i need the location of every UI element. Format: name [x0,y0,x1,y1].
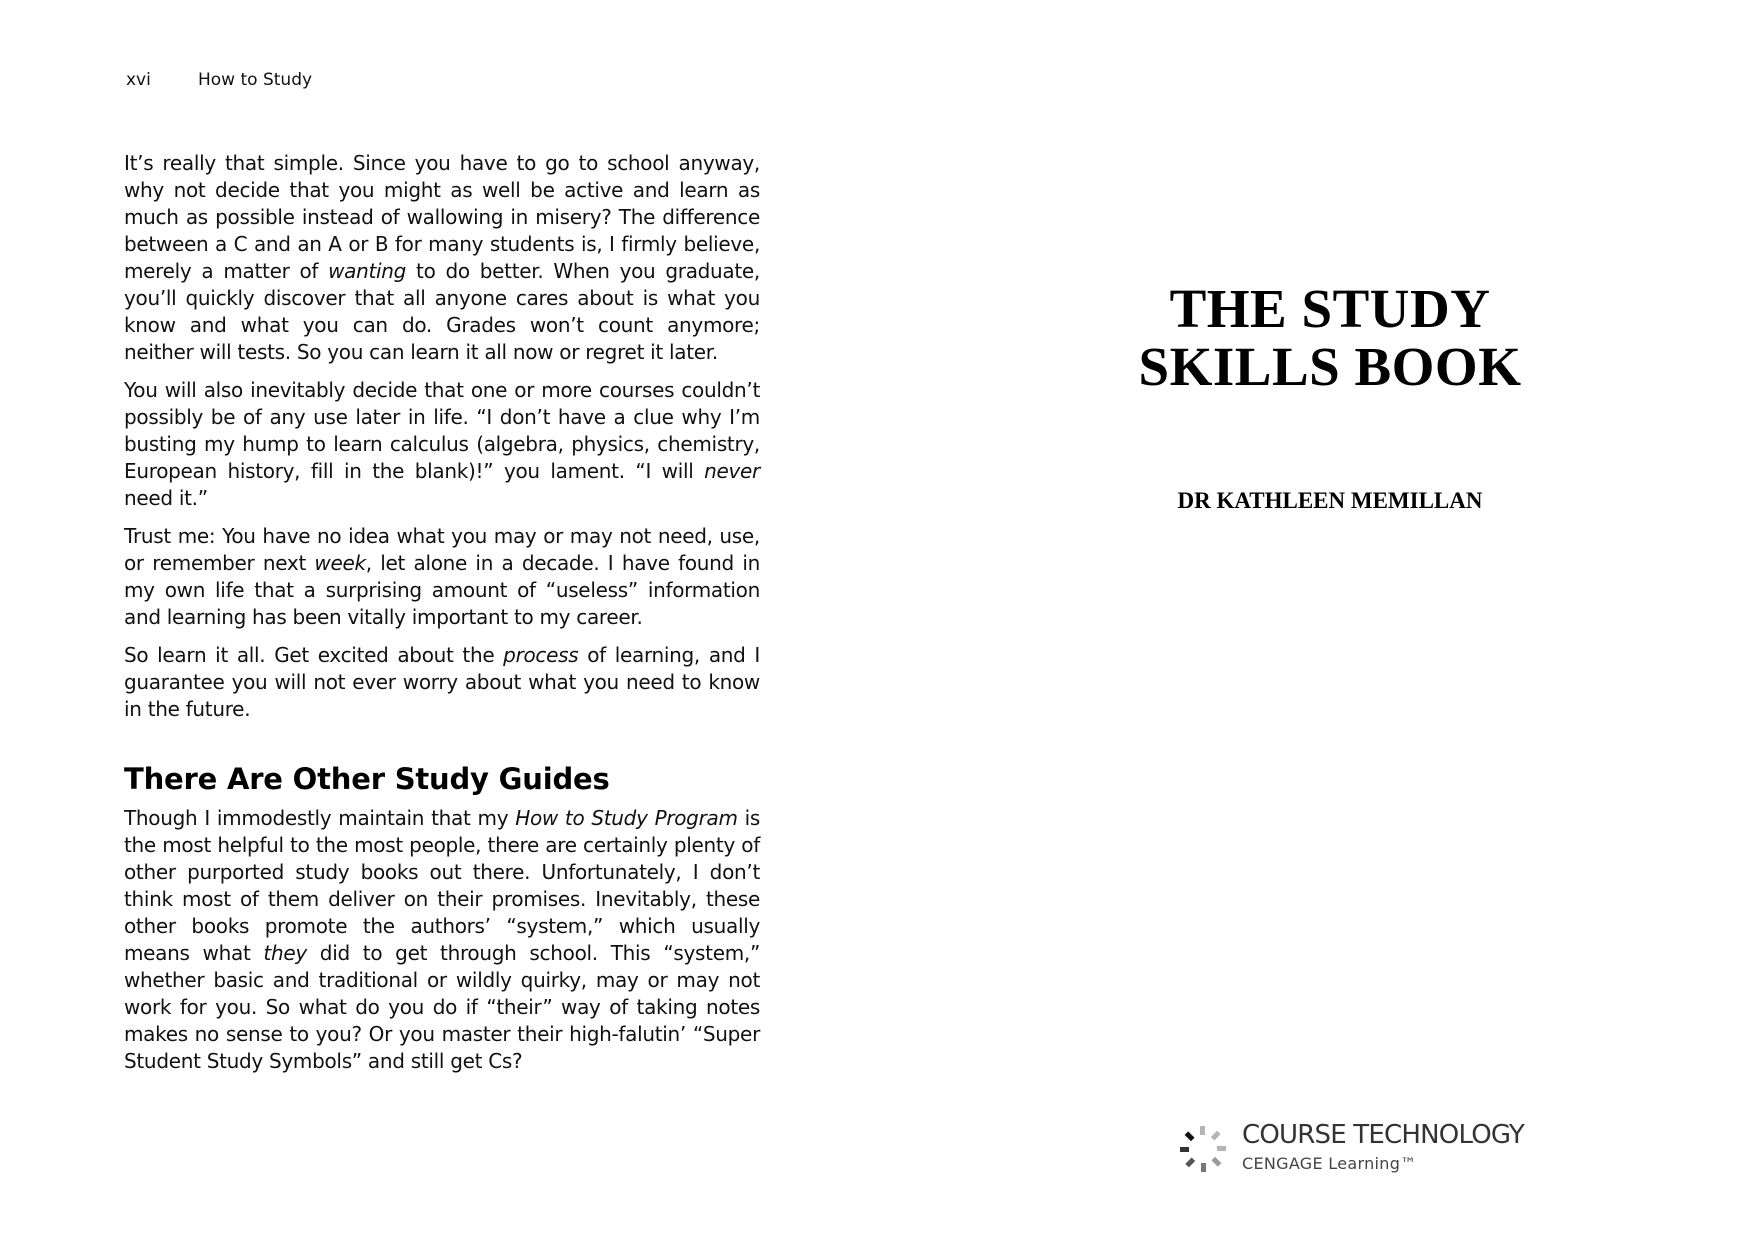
publisher-subname: CENGAGE Learning™ [1242,1154,1417,1173]
title-block [1100,280,1560,396]
text-run: of learning, and I guarantee you will not ever worry about what you need to know in the future. [124,643,760,721]
author-name: DR KATHLEEN MEMILLAN [1177,488,1483,513]
body-paragraph [124,642,760,723]
text-run: did to get through school. This “system,” whether basic and traditional or wildly quirky, may or may not work for you. So what do you do if “their” way of taking notes makes no sense to you? Or you master their high-falutin’ “Super Student Study Symbols” and still get Cs? [124,941,761,1073]
body-paragraph [124,523,760,631]
page-number: xvi [126,70,151,90]
italic-text: wanting [328,259,407,283]
italic-text: never [704,459,760,483]
book-title [1100,280,1560,396]
left-page-body [124,150,760,1086]
italic-text: How to Study Program [515,806,738,830]
book-title-line1: THE STUDY [1169,278,1491,339]
italic-text: they [263,941,307,965]
body-paragraph [124,377,760,512]
publisher-logo-icon [1178,1124,1228,1174]
running-head [126,70,312,90]
text-run: is the most helpful to the most people, there are certainly plenty of other purported study books out there. Unfortunately, I don’t think most of them deliver on their promises. Inevitably, these other books promote the authors’ “system,” which usually means what [124,806,760,965]
body-paragraph [124,150,760,366]
text-run: Trust me: You have no idea what you may or may not need, use, or remember next [124,524,760,575]
book-title-line2: SKILLS BOOK [1138,336,1522,397]
text-run: to do better. When you graduate, you’ll quickly discover that all anyone cares about is what you know and what you can do. Grades won’t count anymore; neither will tests. So you can learn it all now or regret it later. [124,259,760,364]
section-paragraphs [124,805,760,1075]
text-run: , let alone in a decade. I have found in my own life that a surprising amount of “useless” information and learning has been vitally important to my career. [124,551,760,629]
publisher-name: COURSE TECHNOLOGY [1242,1120,1524,1150]
body-paragraph [124,805,760,1075]
text-run: Though I immodestly maintain that my [124,806,516,830]
publisher-imprint [1178,1120,1538,1180]
italic-text: process [503,643,579,667]
running-head-title: How to Study [198,70,313,90]
text-run: need it.” [124,486,208,510]
text-run: So learn it all. Get excited about the [124,643,504,667]
body-paragraphs [124,150,760,723]
section-heading: There Are Other Study Guides [124,762,610,796]
italic-text: week [314,551,366,575]
text-run: It’s really that simple. Since you have to go to school anyway, why not decide that you might as well be active and learn as much as possible instead of wallowing in misery? The difference between a C and an A or B for many students is, I firmly believe, merely a matter of [124,151,760,283]
text-run: You will also inevitably decide that one or more courses couldn’t possibly be of any use later in life. “I don’t have a clue why I’m busting my hump to learn calculus (algebra, physics, chemistry, European history, fill in the blank)!” you lament. “I will [124,378,760,483]
